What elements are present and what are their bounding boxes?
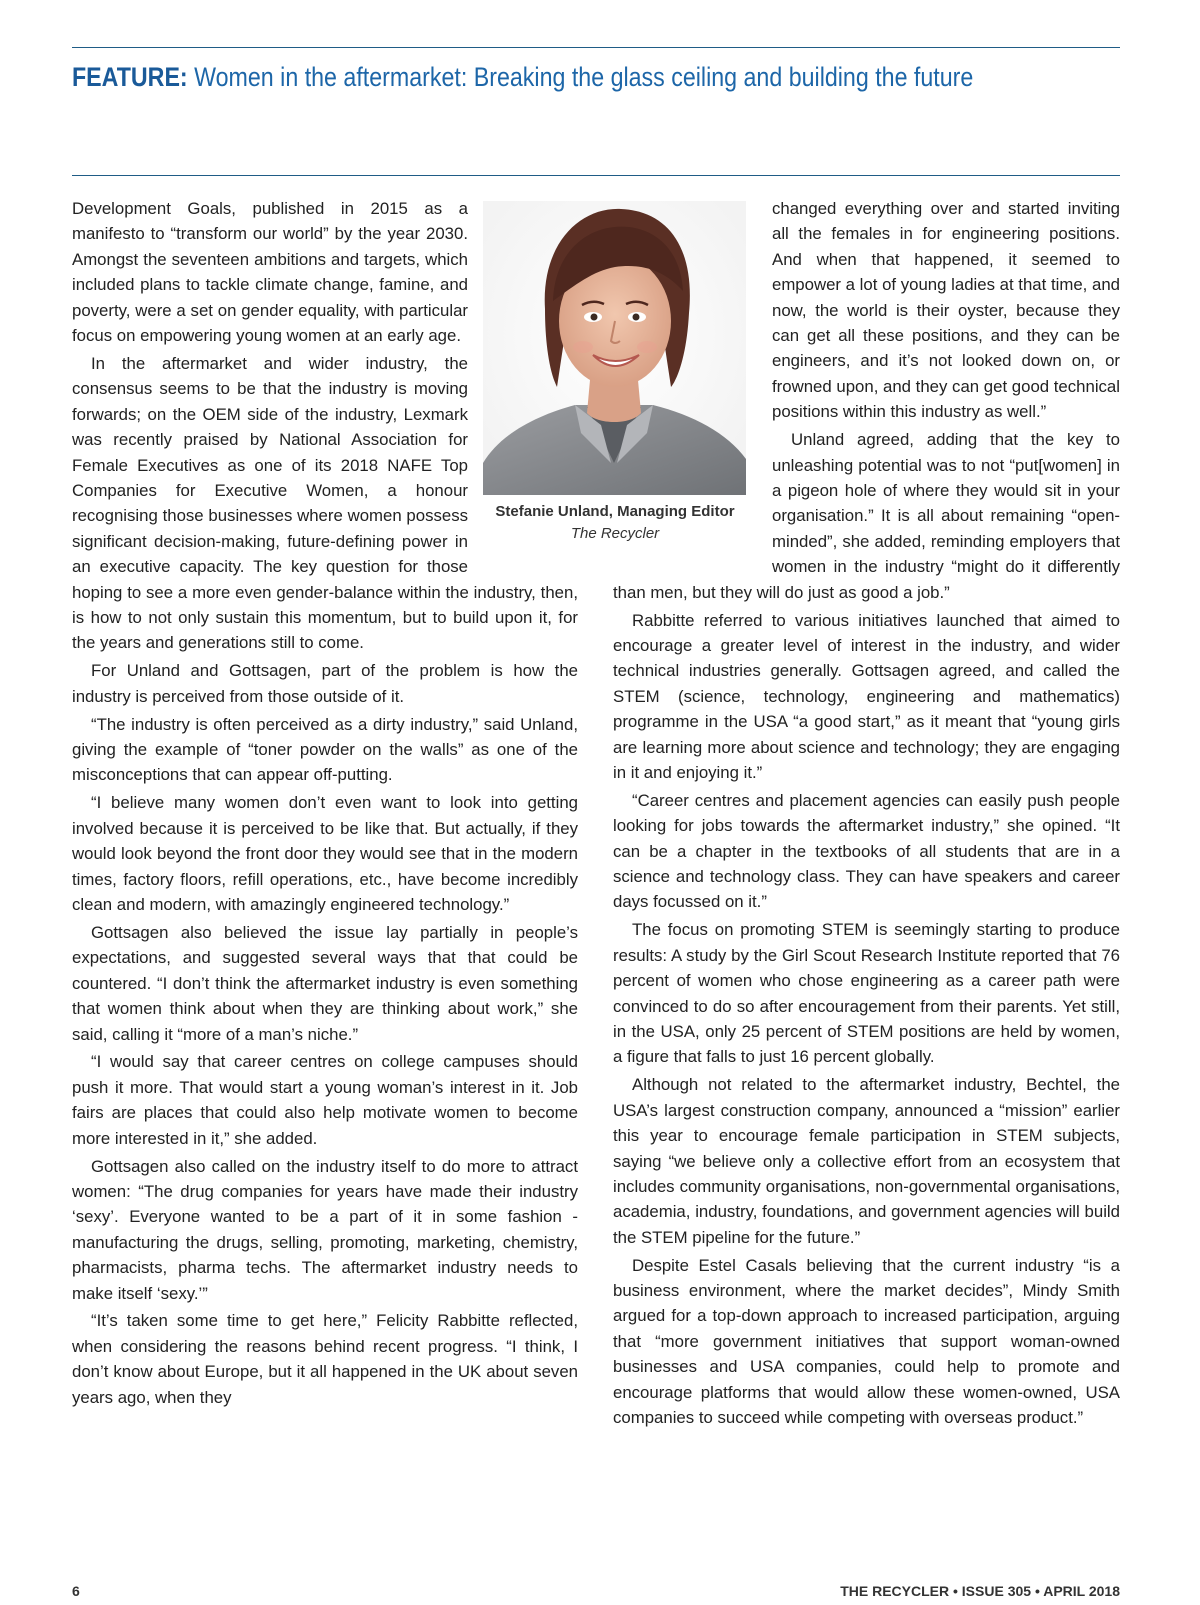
paragraph: Unland agreed, adding that the key to unleashing potential was to not “put[women] in a pigeon hole of where they would sit in your organisation.” It is all about remaining “open-minded”, she added, reminding employers that women in the industry “might do it differently than men, but they will do just as good a job.”: [613, 430, 1120, 602]
paragraph: “Career centres and placement agencies can easily push people looking for jobs towards the aftermarket industry,” she opined. “It can be a chapter in the textbooks of all students that are in a science and technology class. They can have speakers and career days focussed on it.”: [613, 790, 1120, 912]
header-rule-bottom: [72, 175, 1120, 176]
paragraph: Gottsagen also called on the industry itself to do more to attract women: “The drug companies for years have made their industry ‘sexy’. Everyone wanted to be a part of it in some fashion - manufacturing the drugs, selling, promoting, marketing, chemistry, pharmacists, pharma techs. The aftermarket industry needs to make itself ‘sexy.’”: [72, 1156, 578, 1303]
paragraph: “It’s taken some time to get here,” Felicity Rabbitte reflected, when considering the reasons behind recent progress. “I think, I don’t know about Europe, but it all happened in the UK about seven years ago, when they: [72, 1311, 578, 1407]
paragraph: Gottsagen also believed the issue lay partially in people’s expectations, and suggested several ways that that could be countered. “I don’t think the aftermarket industry is even something that women think about when they are thinking about work,” she said, calling it “more of a man’s niche.”: [72, 922, 578, 1044]
photo-caption: [470, 501, 760, 545]
paragraph: The focus on promoting STEM is seemingly starting to produce results: A study by the Girl Scout Research Institute reported that 76 percent of women who chose engineering as a career path were convinced to do so after encouragement from their parents. Yet still, in the USA, only 25 percent of STEM positions are held by women, a figure that falls to just 16 percent globally.: [613, 920, 1120, 1067]
caption-publication: The Recycler: [570, 525, 660, 542]
caption-name: Stefanie Unland, Managing Editor: [495, 503, 735, 520]
page-number: 6: [72, 1583, 80, 1599]
paragraph: “I believe many women don’t even want to look into getting involved because it is perceived to be like that. But actually, if they would look beyond the front door they would see that in the modern times, factory floors, refill operations, etc., have become incredibly clean and modern, with amazingly engineered technology.”: [72, 793, 578, 914]
header-rule-top: [72, 47, 1120, 48]
paragraph: Rabbitte referred to various initiatives launched that aimed to encourage a greater level of interest in the industry, and wider technical industries generally. Gottsagen agreed, and called the STEM (science, technology, engineering and mathematics) programme in the USA “a good start,” as it meant that “young girls are learning more about science and technology; they are engaging in it and enjoying it.”: [613, 610, 1120, 782]
portrait-photo: [483, 201, 746, 495]
paragraph: In the aftermarket and wider industry, the consensus seems to be that the industry is moving forwards; on the OEM side of the industry, Lexmark was recently praised by National Association for Female Executives as one of its 2018 NAFE Top Companies for Executive Women, a honour recognising those businesses where women possess significant decision-making, future-defining power in an executive capacity. The key question for those hoping to see a more even gender-balance within the industry, then, is how to not only sustain this momentum, but to build upon it, for the years and generations still to come.: [72, 353, 578, 653]
paragraph: “The industry is often perceived as a dirty industry,” said Unland, giving the example of “toner powder on the walls” as one of the misconceptions that can appear off-putting.: [72, 714, 578, 785]
paragraph: Although not related to the aftermarket industry, Bechtel, the USA’s largest construction company, announced a “mission” earlier this year to encourage female participation in STEM subjects, saying “we believe only a collective effort from an ecosystem that includes community organisations, non-governmental organisations, academia, industry, foundations, and government agencies will build the STEM pipeline for the future.”: [613, 1075, 1120, 1247]
article-headline: [72, 62, 984, 93]
paragraph: Development Goals, published in 2015 as a manifesto to “transform our world” by the year 2030. Amongst the seventeen ambitions and targets, which included plans to tackle climate change, famine, and poverty, were a set on gender equality, with particular focus on empowering young women at an early age.: [72, 199, 468, 346]
portrait-illustration: [483, 201, 746, 495]
paragraph: For Unland and Gottsagen, part of the problem is how the industry is perceived from those outside of it.: [72, 661, 578, 706]
paragraph: Despite Estel Casals believing that the current industry “is a business environment, where the market decides”, Mindy Smith argued for a top-down approach to increased participation, arguing that “more government initiatives that support woman-owned businesses and USA companies, could help to promote and encourage platforms that would allow these women-owned, USA companies to succeed while competing with overseas product.”: [613, 1255, 1120, 1428]
paragraph: changed everything over and started inviting all the females in for engineering positions. And when that happened, it seemed to empower a lot of young ladies at that time, and now, the world is their oyster, because they can get all these positions, and they can be engineers, and it’s not looked down on, or frowned upon, and they can get good technical positions within this industry as well.”: [772, 199, 1120, 422]
publication-info: THE RECYCLER • ISSUE 305 • APRIL 2018: [840, 1583, 1120, 1599]
paragraph: “I would say that career centres on college campuses should push it more. That would start a young woman’s interest in it. Job fairs are places that could also help motivate women to become more interested in it,” she added.: [72, 1052, 578, 1148]
headline-kicker: FEATURE:: [72, 62, 188, 92]
headline-title: Women in the aftermarket: Breaking the glass ceiling and building the future: [194, 62, 974, 92]
